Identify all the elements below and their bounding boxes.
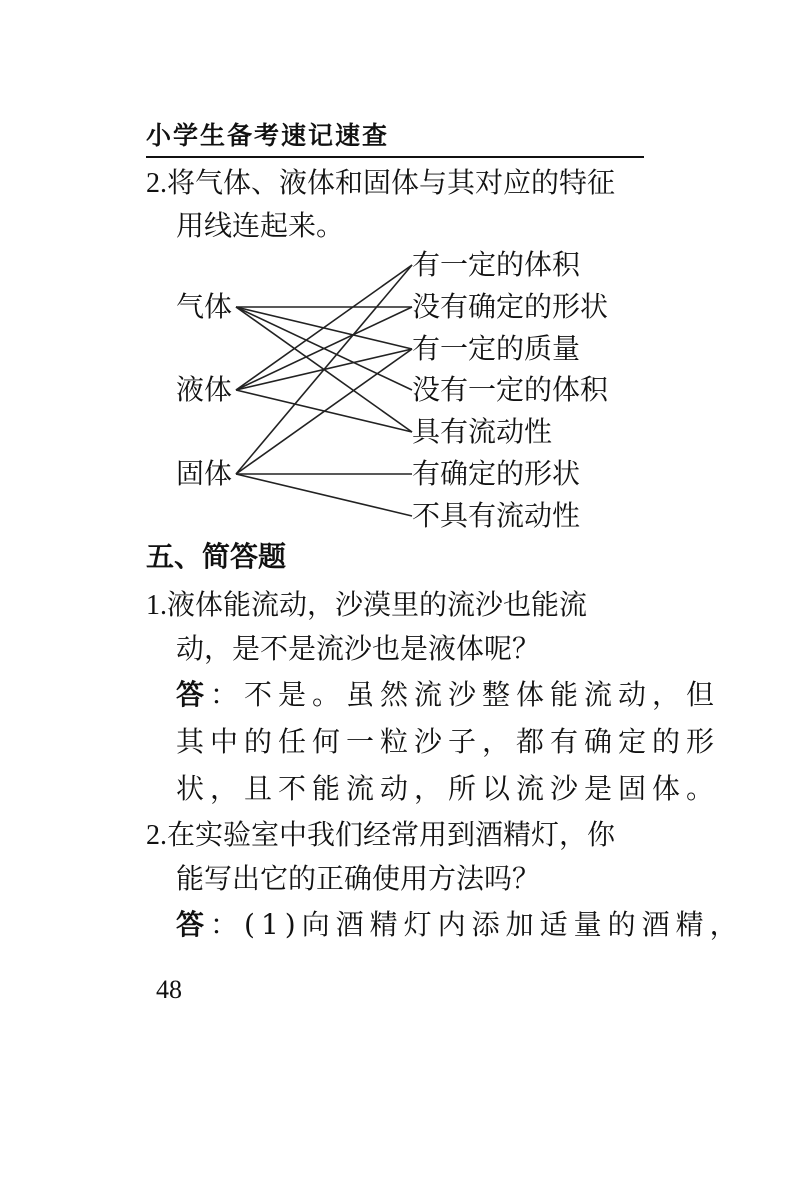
short-answer-2-answer <box>176 908 744 942</box>
right-item-fixed-volume: 有一定的体积 <box>412 248 581 281</box>
short-answer-1-answer-line2: 其中的任何一粒沙子，都有确定的形 <box>176 725 721 758</box>
running-header: 小学生备考速记速查 <box>146 121 390 150</box>
right-item-no-fluidity: 不具有流动性 <box>412 499 581 532</box>
connection-line <box>236 265 412 474</box>
right-item-no-fixed-volume: 没有一定的体积 <box>412 373 609 406</box>
question-number: 2. <box>146 820 167 851</box>
right-item-no-fixed-shape: 没有确定的形状 <box>412 290 609 323</box>
connection-line <box>236 349 412 474</box>
short-answer-2-question <box>146 818 615 853</box>
right-item-fixed-shape: 有确定的形状 <box>412 457 581 490</box>
question-text-line1: 液体能流动，沙漠里的流沙也能流 <box>167 588 588 621</box>
short-answer-1-answer <box>176 678 720 712</box>
answer-text-line1: ：(1)向酒精灯内添加适量的酒精， <box>210 908 744 941</box>
short-answer-1-question-line2: 动，是不是流沙也是液体呢？ <box>176 632 541 665</box>
left-item-solid: 固体 <box>176 457 233 490</box>
connection-line <box>236 474 412 516</box>
answer-text-line1: ：不是。虽然流沙整体能流动，但 <box>210 678 721 711</box>
answer-label: 答 <box>176 678 211 711</box>
question-number: 2. <box>146 168 167 199</box>
short-answer-1-question <box>146 588 587 623</box>
connection-line <box>236 265 412 390</box>
short-answer-1-answer-line3: 状，且不能流动，所以流沙是固体。 <box>176 772 721 805</box>
right-item-fluidity: 具有流动性 <box>412 415 553 448</box>
section-title: 五、简答题 <box>146 540 287 573</box>
question-2-line2: 用线连起来。 <box>176 209 345 242</box>
right-item-fixed-mass: 有一定的质量 <box>412 332 581 365</box>
question-number: 1. <box>146 590 167 621</box>
answer-label: 答 <box>176 908 211 941</box>
question-text-line1: 在实验室中我们经常用到酒精灯，你 <box>167 818 616 851</box>
short-answer-2-question-line2: 能写出它的正确使用方法吗？ <box>176 862 541 895</box>
left-item-liquid: 液体 <box>176 373 233 406</box>
left-item-gas: 气体 <box>176 290 233 323</box>
question-text-line1: 将气体、液体和固体与其对应的特征 <box>167 166 616 199</box>
page-number: 48 <box>156 975 182 1004</box>
